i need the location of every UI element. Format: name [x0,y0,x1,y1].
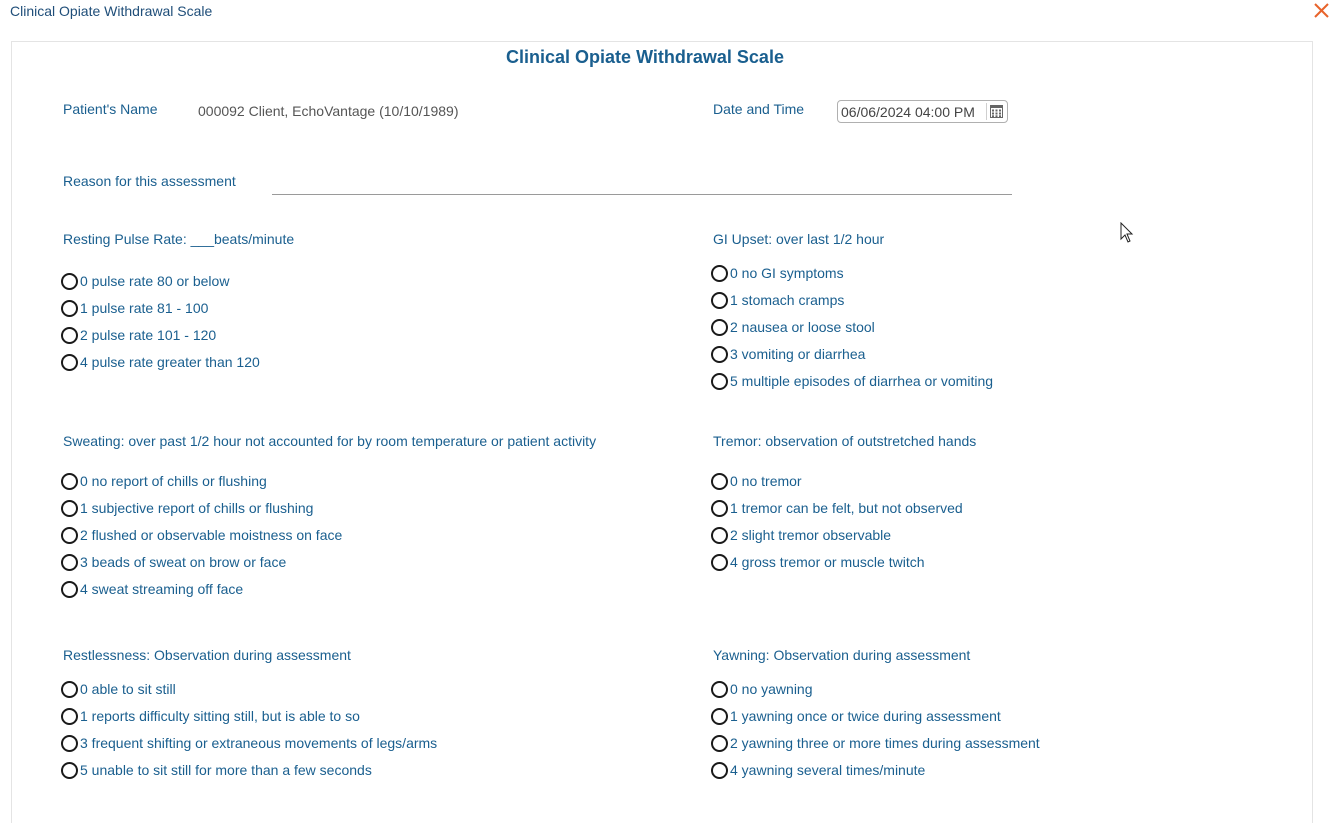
reason-input[interactable] [272,173,1012,195]
sweating-option-1[interactable]: 1 subjective report of chills or flushing [61,498,313,518]
gi-option-3[interactable]: 3 vomiting or diarrhea [711,344,865,364]
radio-button[interactable] [61,273,78,290]
form-title: Clinical Opiate Withdrawal Scale [506,47,784,67]
radio-button[interactable] [711,346,728,363]
radio-button[interactable] [61,500,78,517]
radio-button[interactable] [61,473,78,490]
radio-button[interactable] [61,762,78,779]
sweating-option-0[interactable]: 0 no report of chills or flushing [61,471,267,491]
sweating-heading: Sweating: over past 1/2 hour not accounted for by room temperature or patient activity [63,433,597,449]
tremor-option-4[interactable]: 4 gross tremor or muscle twitch [711,552,925,572]
radio-button[interactable] [711,527,728,544]
radio-button[interactable] [711,319,728,336]
yawning-option-0[interactable]: 0 no yawning [711,679,813,699]
patient-name-label: Patient's Name [63,101,158,117]
close-icon [1310,0,1332,22]
restlessness-option-1[interactable]: 1 reports difficulty sitting still, but is able to so [61,706,360,726]
pulse-option-2[interactable]: 2 pulse rate 101 - 120 [61,325,216,345]
close-button[interactable] [1310,0,1332,22]
yawning-heading: Yawning: Observation during assessment [713,647,971,663]
restlessness-heading: Restlessness: Observation during assessment [63,647,351,663]
tremor-option-0[interactable]: 0 no tremor [711,471,802,491]
sweating-option-4[interactable]: 4 sweat streaming off face [61,579,243,599]
calendar-icon [990,105,1003,118]
radio-button[interactable] [61,300,78,317]
restlessness-option-0[interactable]: 0 able to sit still [61,679,176,699]
radio-button[interactable] [711,265,728,282]
radio-button[interactable] [711,473,728,490]
radio-button[interactable] [61,327,78,344]
patient-name-value: 000092 Client, EchoVantage (10/10/1989) [198,103,459,119]
radio-button[interactable] [61,735,78,752]
gi-option-0[interactable]: 0 no GI symptoms [711,263,844,283]
radio-button[interactable] [61,527,78,544]
dialog-title: Clinical Opiate Withdrawal Scale [10,3,213,19]
gi-option-5[interactable]: 5 multiple episodes of diarrhea or vomiting [711,371,993,391]
sweating-option-3[interactable]: 3 beads of sweat on brow or face [61,552,286,572]
gi-option-1[interactable]: 1 stomach cramps [711,290,844,310]
radio-button[interactable] [61,708,78,725]
reason-label: Reason for this assessment [63,173,236,189]
radio-button[interactable] [711,681,728,698]
yawning-option-2[interactable]: 2 yawning three or more times during assessment [711,733,1040,753]
yawning-option-4[interactable]: 4 yawning several times/minute [711,760,925,780]
gi-heading: GI Upset: over last 1/2 hour [713,231,885,247]
tremor-heading: Tremor: observation of outstretched hands [713,433,977,449]
radio-button[interactable] [711,500,728,517]
restlessness-option-5[interactable]: 5 unable to sit still for more than a few seconds [61,760,372,780]
date-time-field[interactable] [837,100,1008,123]
yawning-option-1[interactable]: 1 yawning once or twice during assessment [711,706,1001,726]
date-time-input[interactable] [841,103,984,120]
radio-button[interactable] [711,762,728,779]
restlessness-option-3[interactable]: 3 frequent shifting or extraneous movements of legs/arms [61,733,437,753]
radio-button[interactable] [711,735,728,752]
mouse-pointer-icon [1120,222,1134,244]
radio-button[interactable] [61,354,78,371]
pulse-heading: Resting Pulse Rate: ___beats/minute [63,231,295,247]
pulse-option-1[interactable]: 1 pulse rate 81 - 100 [61,298,208,318]
radio-button[interactable] [711,373,728,390]
radio-button[interactable] [711,708,728,725]
sweating-option-2[interactable]: 2 flushed or observable moistness on face [61,525,342,545]
radio-button[interactable] [711,292,728,309]
tremor-option-2[interactable]: 2 slight tremor observable [711,525,891,545]
radio-button[interactable] [711,554,728,571]
radio-button[interactable] [61,681,78,698]
date-time-label: Date and Time [713,101,805,117]
calendar-button[interactable] [986,103,1005,120]
pulse-option-0[interactable]: 0 pulse rate 80 or below [61,271,229,291]
pulse-option-4[interactable]: 4 pulse rate greater than 120 [61,352,260,372]
tremor-option-1[interactable]: 1 tremor can be felt, but not observed [711,498,963,518]
radio-button[interactable] [61,554,78,571]
gi-option-2[interactable]: 2 nausea or loose stool [711,317,875,337]
radio-button[interactable] [61,581,78,598]
